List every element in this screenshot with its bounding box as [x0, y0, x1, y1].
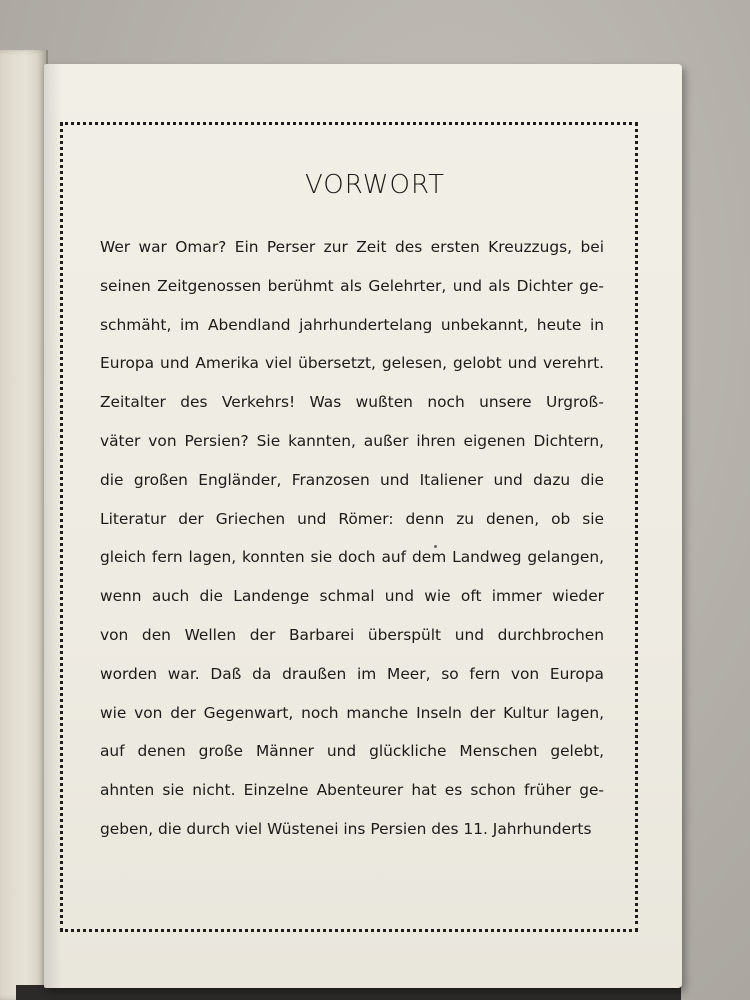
text-line: schmäht, im Abendland jahrhundertelang unbekannt, heute in	[100, 315, 604, 334]
page-title: VORWORT	[304, 170, 446, 200]
text-line: seinen Zeitgenossen berühmt als Gelehrter, und als Dichter ge-	[100, 276, 604, 295]
text-line: geben, die durch viel Wüstenei ins Persien des 11. Jahrhunderts	[100, 819, 592, 838]
text-line: worden war. Daß da draußen im Meer, so fern von Europa	[100, 664, 604, 683]
text-line: väter von Persien? Sie kannten, außer ihren eigenen Dichtern,	[100, 431, 604, 450]
preface-text	[100, 228, 604, 849]
text-line: gleich fern lagen, konnten sie doch auf dem Landweg gelangen,	[100, 548, 604, 567]
text-line: Wer war Omar? Ein Perser zur Zeit des ersten Kreuzzugs, bei	[100, 238, 604, 256]
text-line: Zeitalter des Verkehrs! Was wußten noch unsere Urgroß-	[100, 393, 604, 412]
text-line: von den Wellen der Barbarei überspült und durchbrochen	[100, 625, 604, 644]
text-line: auf denen große Männer und glückliche Menschen gelebt,	[100, 742, 604, 761]
text-line: wenn auch die Landenge schmal und wie oft immer wieder	[100, 587, 604, 606]
text-line: die großen Engländer, Franzosen und Italiener und dazu die	[100, 470, 604, 489]
text-line: Literatur der Griechen und Römer: denn zu denen, ob sie	[100, 509, 604, 528]
paper-speck	[434, 545, 437, 548]
text-line: ahnten sie nicht. Einzelne Abenteurer hat es schon früher ge-	[100, 781, 604, 800]
text-line: Europa und Amerika viel übersetzt, gelesen, gelobt und verehrt.	[100, 354, 604, 373]
text-line: wie von der Gegenwart, noch manche Inseln der Kultur lagen,	[100, 703, 604, 722]
